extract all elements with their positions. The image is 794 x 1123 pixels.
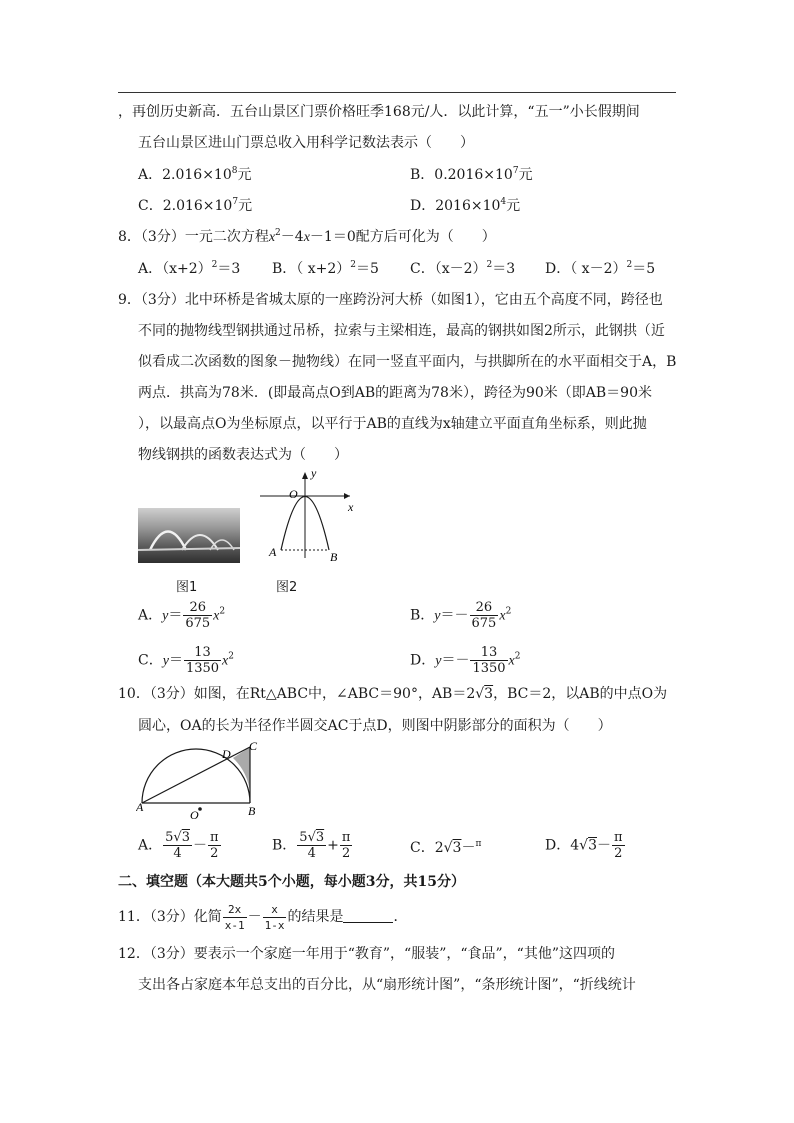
header-rule bbox=[118, 92, 676, 93]
q9-option-b[interactable]: B．y＝－ $\frac{26}{675}$ $x^2$ bbox=[410, 600, 512, 631]
x-axis-label: x bbox=[348, 500, 354, 514]
q10-option-d[interactable]: D．4√3－ $\frac{\pi}{2}$ bbox=[545, 830, 623, 861]
q7-line-1: ，再创历史新高．五台山景区门票价格旺季168元/人．以此计算，“五一”小长假期间 bbox=[118, 104, 640, 120]
q9-line-3: 似看成二次函数的图象－抛物线）在同一竖直平面内，与拱脚所在的水平面相交于A，B bbox=[138, 354, 677, 370]
section-2-heading: 二、填空题（本大题共5个小题，每小题3分，共15分） bbox=[118, 874, 465, 890]
q9-line-5: ），以最高点O为坐标原点，以平行于AB的直线为x轴建立平面直角坐标系，则此抛 bbox=[138, 416, 647, 432]
figure-2-caption: 图2 bbox=[276, 580, 298, 595]
origin-label: O bbox=[289, 487, 298, 501]
q8-option-d[interactable]: D．（ x－2）$^2$＝5 bbox=[545, 260, 656, 277]
q10-option-c[interactable]: C．2√3－$^\pi$ bbox=[410, 839, 482, 856]
q10-line-1: 10．（3分）如图，在Rt△ABC中，∠ABC＝90°，AB＝2√3，BC＝2，以AB的中点O为 bbox=[118, 686, 668, 702]
q12-line-2: 支出各占家庭本年总支出的百分比，从“扇形统计图”，“条形统计图”，“折线统计 bbox=[138, 977, 636, 993]
q11-stem: 11．（3分）化简 $\frac{2x}{x-1}$ － $\frac{x}{1-x}$ 的结果是 ． bbox=[118, 902, 408, 932]
q7-option-d[interactable]: D．$2016\times 10^4$元 bbox=[410, 197, 521, 214]
bridge-photo bbox=[138, 508, 240, 563]
q8-option-c[interactable]: C．$(x-2)^2=3$ bbox=[410, 260, 516, 277]
parabola-figure bbox=[255, 468, 365, 568]
q7-option-c[interactable]: C．$2.016\times 10^7$元 bbox=[138, 197, 253, 214]
q9-line-6: 物线钢拱的函数表达式为（ ） bbox=[138, 447, 348, 463]
q8-option-b[interactable]: B．（ x+2）$^2$＝5 bbox=[272, 260, 379, 277]
q10-option-a[interactable]: A． $\frac{5√3}{4}$ － $\frac{\pi}{2}$ bbox=[138, 830, 219, 861]
q7-option-a[interactable]: A．$2.016\times 10^8$元 bbox=[138, 166, 252, 183]
q9-option-c[interactable]: C．y＝ $\frac{13}{1350}$ $x^2$ bbox=[138, 645, 234, 676]
q9-option-a[interactable]: A．y＝ $\frac{26}{675}$ $x^2$ bbox=[138, 600, 226, 631]
answer-blank[interactable] bbox=[343, 908, 393, 923]
y-axis-label: y bbox=[311, 468, 317, 480]
tri-point-o-label: O bbox=[190, 808, 199, 820]
point-a-label: A bbox=[269, 545, 277, 559]
q10-option-b[interactable]: B． $\frac{5√3}{4}$ + $\frac{\pi}{2}$ bbox=[272, 830, 351, 861]
point-b-label: B bbox=[330, 550, 338, 564]
q7-line-2: 五台山景区进山门票总收入用科学记数法表示（ ） bbox=[138, 135, 474, 151]
tri-point-b-label: B bbox=[248, 804, 256, 818]
semicircle-figure bbox=[136, 735, 276, 820]
tri-point-d-label: D bbox=[222, 747, 231, 761]
q9-line-1: 9．（3分）北中环桥是省城太原的一座跨汾河大桥（如图1），它由五个高度不同，跨径也 bbox=[118, 292, 663, 308]
q10-line-2: 圆心，OA的长为半径作半圆交AC于点D，则图中阴影部分的面积为（ ） bbox=[138, 718, 612, 734]
figure-1-caption: 图1 bbox=[176, 580, 198, 595]
q7-option-b[interactable]: B．$0.2016\times 10^7$元 bbox=[410, 166, 533, 183]
q12-line-1: 12．（3分）要表示一个家庭一年用于“教育”，“服装”，“食品”，“其他”这四项的 bbox=[118, 946, 615, 962]
q9-line-2: 不同的抛物线型钢拱通过吊桥，拉索与主梁相连，最高的钢拱如图2所示，此钢拱（近 bbox=[138, 323, 665, 339]
q9-option-d[interactable]: D．y＝－ $\frac{13}{1350}$ $x^2$ bbox=[410, 645, 521, 676]
q9-line-4: 两点．拱高为78米．(即最高点O到AB的距离为78米），跨径为90米（即AB＝90米 bbox=[138, 385, 652, 401]
q8-stem: 8．（3分）一元二次方程$x^2-4x-1=0$配方后可化为（ ） bbox=[118, 228, 496, 245]
tri-point-a-label: A bbox=[136, 800, 144, 814]
q8-option-a[interactable]: A．$(x+2)^2=3$ bbox=[138, 260, 241, 277]
tri-point-c-label: C bbox=[249, 739, 258, 753]
